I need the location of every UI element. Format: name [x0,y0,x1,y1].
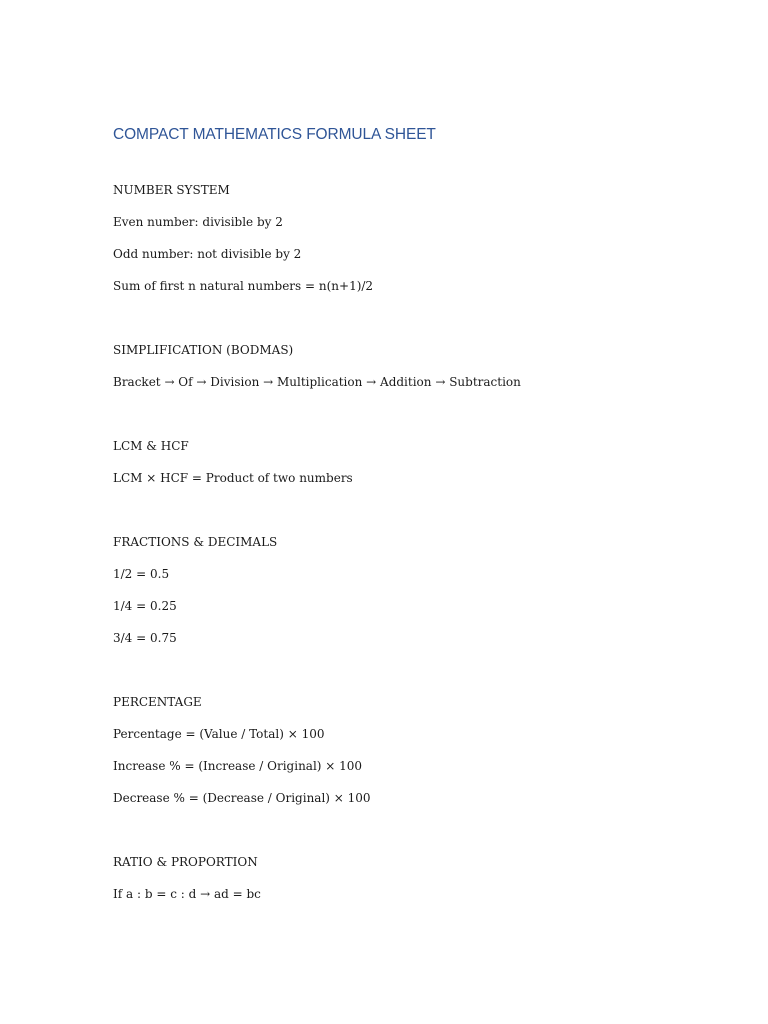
section-heading-lcm-hcf: LCM & HCF [113,439,189,453]
formula-line: Bracket → Of → Division → Multiplication → Addition → Subtraction [113,375,521,389]
section-heading-number-system: NUMBER SYSTEM [113,183,230,197]
formula-line: Even number: divisible by 2 [113,215,283,229]
formula-line: Odd number: not divisible by 2 [113,247,302,261]
formula-line: Increase % = (Increase / Original) × 100 [113,759,363,773]
formula-line: 1/2 = 0.5 [113,567,170,581]
formula-line: Sum of first n natural numbers = n(n+1)/2 [113,279,374,293]
section-heading-ratio-proportion: RATIO & PROPORTION [113,855,258,869]
section-heading-percentage: PERCENTAGE [113,695,202,709]
formula-line: Percentage = (Value / Total) × 100 [113,727,325,741]
formula-line: If a : b = c : d → ad = bc [113,887,261,901]
section-heading-simplification: SIMPLIFICATION (BODMAS) [113,343,294,357]
formula-line: Decrease % = (Decrease / Original) × 100 [113,791,371,805]
formula-line: 1/4 = 0.25 [113,599,177,613]
formula-line: 3/4 = 0.75 [113,631,177,645]
formula-line: LCM × HCF = Product of two numbers [113,471,353,485]
section-heading-fractions-decimals: FRACTIONS & DECIMALS [113,535,278,549]
document-title: COMPACT MATHEMATICS FORMULA SHEET [113,126,436,143]
